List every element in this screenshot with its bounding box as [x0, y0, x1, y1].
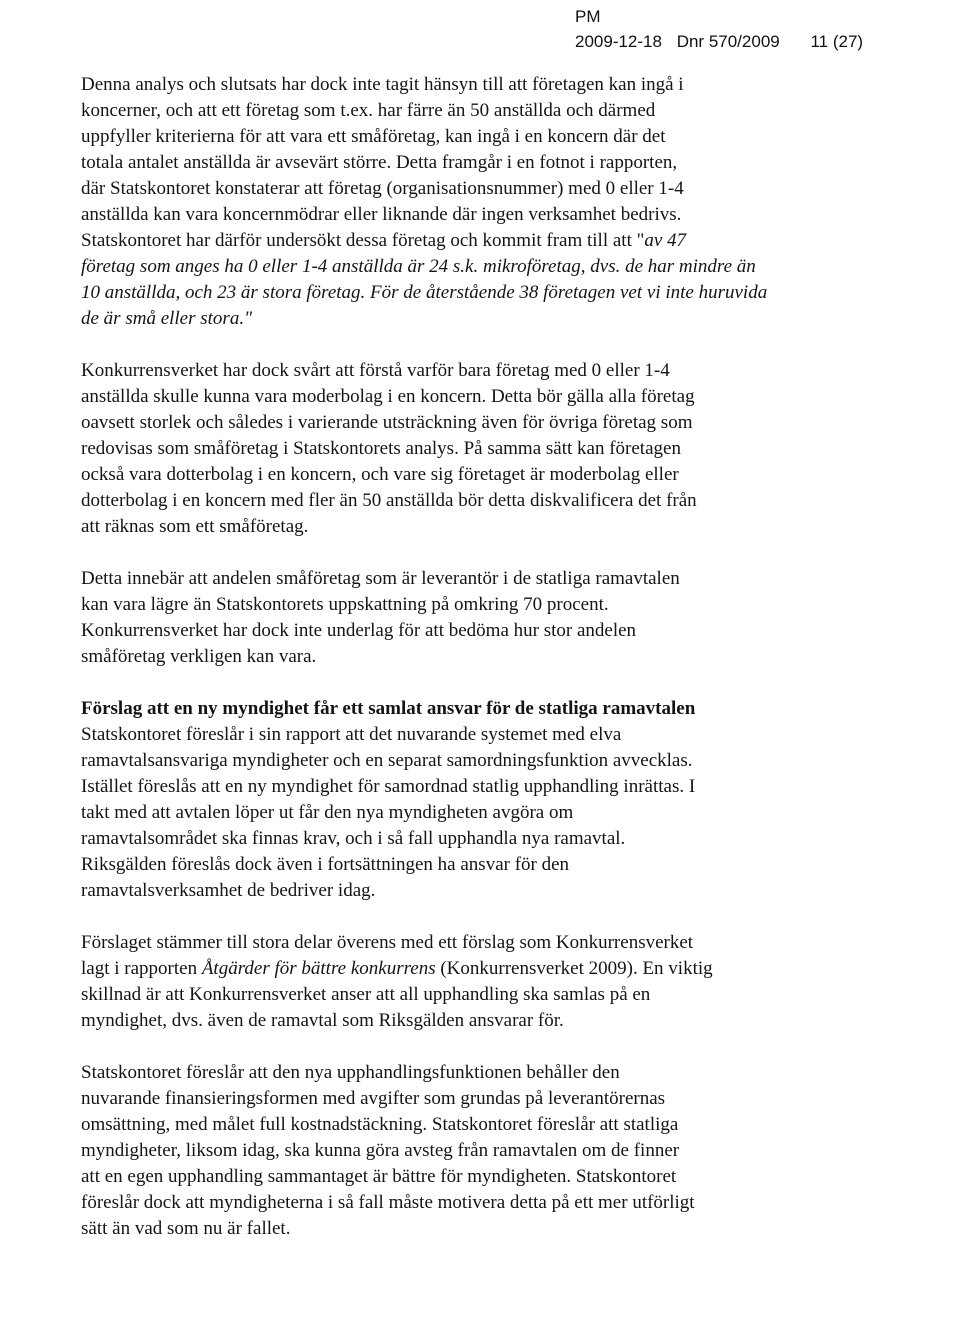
text-line: ramavtalsansvariga myndigheter och en separat samordningsfunktion avvecklas.	[81, 750, 693, 771]
text-line: takt med att avtalen löper ut får den nya myndigheten avgöra om	[81, 802, 574, 823]
text-line: att en egen upphandling sammantaget är bättre för myndigheten. Statskontoret	[81, 1166, 677, 1187]
text-segment: (Konkurrensverket 2009). En viktig	[435, 958, 713, 979]
text-line: sätt än vad som nu är fallet.	[81, 1218, 291, 1239]
report-title: Åtgärder för bättre konkurrens	[201, 958, 436, 979]
text-line: Riksgälden föreslås dock även i fortsättningen ha ansvar för den	[81, 854, 570, 875]
text-line: Detta innebär att andelen småföretag som är leverantör i de statliga ramavtalen	[81, 568, 680, 589]
text-line: Statskontoret föreslår att den nya upphandlingsfunktionen behåller den	[81, 1062, 620, 1083]
text-line-with-title	[81, 956, 836, 982]
paragraph-5	[81, 930, 836, 1034]
text-line: uppfyller kriterierna för att vara ett småföretag, kan ingå i en koncern där det	[81, 126, 666, 147]
text-line: småföretag verkligen kan vara.	[81, 646, 317, 667]
paragraph-1	[81, 72, 836, 332]
text-line: myndighet, dvs. även de ramavtal som Riksgälden ansvarar för.	[81, 1010, 564, 1031]
page-header	[575, 4, 863, 54]
page-number: 11 (27)	[810, 32, 864, 51]
text-line: oavsett storlek och således i varierande utsträckning även för övriga företag som	[81, 412, 693, 433]
text-line: Förslaget stämmer till stora delar överens med ett förslag som Konkurrensverket	[81, 932, 694, 953]
paragraph-2	[81, 358, 836, 540]
text-line: också vara dotterbolag i en koncern, och vare sig företaget är moderbolag eller	[81, 464, 679, 485]
text-line: omsättning, med målet full kostnadstäckning. Statskontoret föreslår att statliga	[81, 1114, 679, 1135]
text-segment: lagt i rapporten	[81, 958, 202, 979]
text-line: skillnad är att Konkurrensverket anser att all upphandling ska samlas på en	[81, 984, 651, 1005]
quote-line: de är små eller stora."	[81, 308, 253, 329]
document-type-label: PM	[575, 7, 601, 26]
text-line: att räknas som ett småföretag.	[81, 516, 309, 537]
text-segment: Statskontoret har därför undersökt dessa företag och kommit fram till att "	[81, 230, 645, 251]
text-line: nuvarande finansieringsformen med avgifter som grundas på leverantörernas	[81, 1088, 666, 1109]
header-meta-row	[575, 29, 863, 54]
text-line: Statskontoret föreslår i sin rapport att det nuvarande systemet med elva	[81, 724, 622, 745]
text-line: redovisas som småföretag i Statskontorets analys. På samma sätt kan företagen	[81, 438, 681, 459]
section-heading: Förslag att en ny myndighet får ett samlat ansvar för de statliga ramavtalen	[81, 698, 696, 719]
quote-line: 10 anställda, och 23 är stora företag. För de återstående 38 företagen vet vi inte huruvida	[81, 282, 768, 303]
text-line: föreslår dock att myndigheterna i så fall måste motivera detta på ett mer utförligt	[81, 1192, 695, 1213]
text-line: ramavtalsverksamhet de bedriver idag.	[81, 880, 376, 901]
text-line: totala antalet anställda är avsevärt större. Detta framgår i en fotnot i rapporten,	[81, 152, 678, 173]
document-registration-number: Dnr 570/2009	[676, 32, 780, 51]
quote-segment: av 47	[644, 230, 687, 251]
text-line: anställda kan vara koncernmödrar eller liknande där ingen verksamhet bedrivs.	[81, 204, 682, 225]
paragraph-6	[81, 1060, 836, 1242]
text-line: koncerner, och att ett företag som t.ex. har färre än 50 anställda och därmed	[81, 100, 656, 121]
text-line: kan vara lägre än Statskontorets uppskattning på omkring 70 procent.	[81, 594, 609, 615]
text-line: där Statskontoret konstaterar att företag (organisationsnummer) med 0 eller 1-4	[81, 178, 684, 199]
text-line-quote-start	[81, 228, 836, 254]
text-line: Konkurrensverket har dock inte underlag för att bedöma hur stor andelen	[81, 620, 637, 641]
paragraph-3	[81, 566, 836, 670]
text-line: Konkurrensverket har dock svårt att förstå varför bara företag med 0 eller 1-4	[81, 360, 670, 381]
text-line: myndigheter, liksom idag, ska kunna göra avsteg från ramavtalen om de finner	[81, 1140, 680, 1161]
text-line: dotterbolag i en koncern med fler än 50 anställda bör detta diskvalificera det från	[81, 490, 697, 511]
document-date: 2009-12-18	[575, 32, 662, 51]
text-line: Denna analys och slutsats har dock inte tagit hänsyn till att företagen kan ingå i	[81, 74, 684, 95]
text-line: ramavtalsområdet ska finnas krav, och i så fall upphandla nya ramavtal.	[81, 828, 626, 849]
text-line: Istället föreslås att en ny myndighet för samordnad statlig upphandling inrättas. I	[81, 776, 696, 797]
paragraph-4	[81, 696, 836, 904]
document-body	[81, 72, 836, 1268]
quote-line: företag som anges ha 0 eller 1-4 anställda är 24 s.k. mikroföretag, dvs. de har mindre än	[81, 256, 756, 277]
text-line: anställda skulle kunna vara moderbolag i en koncern. Detta bör gälla alla företag	[81, 386, 695, 407]
